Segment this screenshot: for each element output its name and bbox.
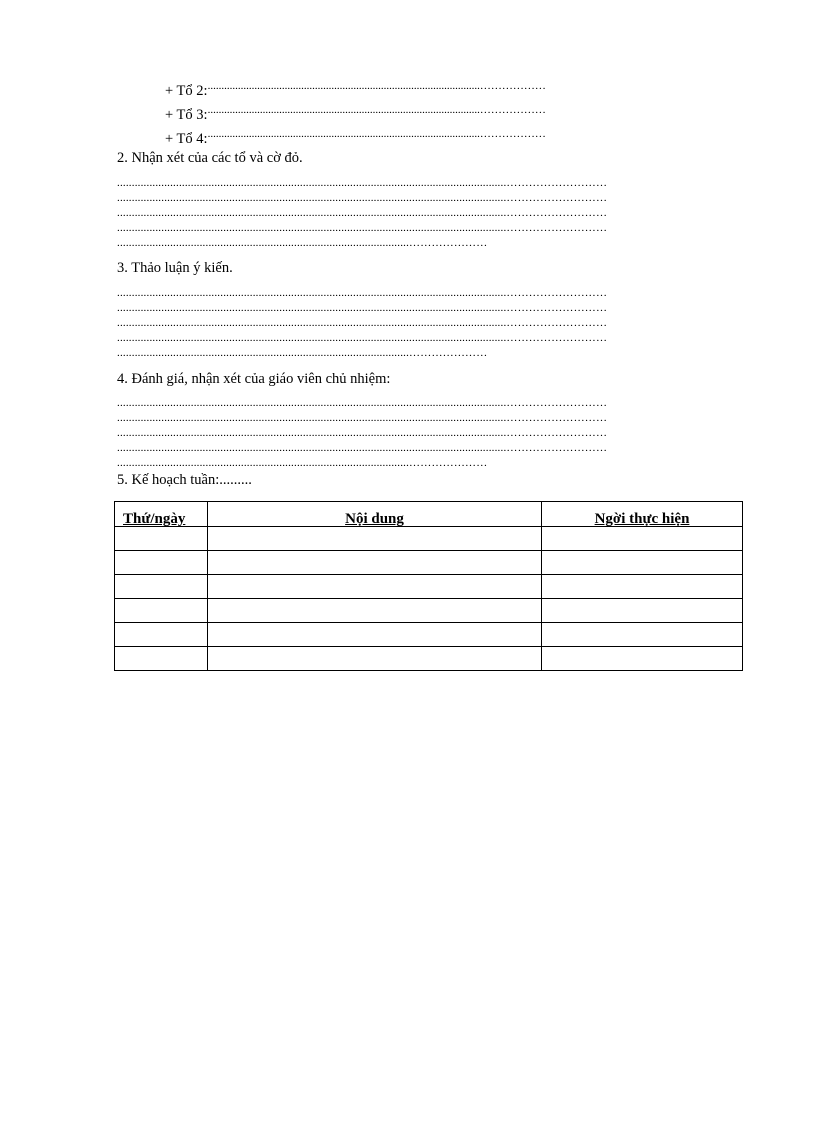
table-cell[interactable]	[542, 599, 743, 623]
table-cell[interactable]	[115, 551, 208, 575]
team-item-label: + Tổ 3:	[165, 107, 208, 123]
table-cell[interactable]	[542, 527, 743, 551]
table-cell[interactable]	[208, 575, 542, 599]
table-cell[interactable]	[542, 623, 743, 647]
table-row	[115, 551, 743, 575]
team-item-3	[165, 101, 690, 124]
table-cell[interactable]	[115, 599, 208, 623]
table-row	[115, 527, 743, 551]
fill-line: ....................................................................................................................................………………………	[117, 397, 608, 409]
fill-line: ....................................................................................................................................………………………	[117, 427, 608, 439]
team-item-2	[165, 77, 690, 100]
table-row	[115, 599, 743, 623]
column-header-content: Nội dung	[208, 502, 542, 527]
table-cell[interactable]	[115, 647, 208, 671]
table-cell[interactable]	[542, 575, 743, 599]
table-cell[interactable]	[208, 527, 542, 551]
fill-line: ....................................................................................................................................………………………	[117, 332, 608, 344]
team-item-label: + Tổ 4:	[165, 131, 208, 147]
column-header-day: Thứ/ngày	[115, 502, 208, 527]
team-item-label: + Tổ 2:	[165, 83, 208, 99]
table-cell[interactable]	[208, 599, 542, 623]
table-cell[interactable]	[208, 623, 542, 647]
fill-line: ....................................................................................................................................………………………	[117, 317, 608, 329]
team-item-4	[165, 125, 690, 148]
fill-line: ....................................................................................................................................………………………	[117, 222, 608, 234]
table-header-row	[115, 502, 743, 527]
fill-line: ....................................................................................................................................………………………	[117, 412, 608, 424]
fill-line: ...................................................................................................…………………	[117, 347, 488, 359]
section-2-title: 2. Nhận xét của các tổ và cờ đỏ.	[117, 150, 303, 166]
section-4-title: 4. Đánh giá, nhận xét của giáo viên chủ nhiệm:	[117, 371, 391, 387]
table-row	[115, 575, 743, 599]
section-3-title: 3. Thảo luận ý kiến.	[117, 260, 233, 276]
fill-leader: ...................................................................................................………………	[207, 104, 546, 116]
table-cell[interactable]	[115, 623, 208, 647]
fill-line: ....................................................................................................................................………………………	[117, 442, 608, 454]
fill-line: ....................................................................................................................................………………………	[117, 177, 608, 189]
table-cell[interactable]	[115, 575, 208, 599]
weekly-plan-table	[114, 501, 743, 671]
table-cell[interactable]	[115, 527, 208, 551]
fill-line: ...................................................................................................…………………	[117, 237, 488, 249]
fill-line: ....................................................................................................................................………………………	[117, 302, 608, 314]
table-row	[115, 647, 743, 671]
table-cell[interactable]	[208, 647, 542, 671]
table-cell[interactable]	[542, 551, 743, 575]
column-header-person: Ngời thực hiện	[542, 502, 743, 527]
table-cell[interactable]	[542, 647, 743, 671]
section-5-title: 5. Kế hoạch tuần:.........	[117, 472, 252, 488]
fill-line: ...................................................................................................…………………	[117, 457, 488, 469]
fill-line: ....................................................................................................................................………………………	[117, 207, 608, 219]
fill-leader: ...................................................................................................………………	[207, 80, 546, 92]
table-row	[115, 623, 743, 647]
fill-leader: ...................................................................................................………………	[207, 128, 546, 140]
fill-line: ....................................................................................................................................………………………	[117, 192, 608, 204]
table-cell[interactable]	[208, 551, 542, 575]
fill-line: ....................................................................................................................................………………………	[117, 287, 608, 299]
